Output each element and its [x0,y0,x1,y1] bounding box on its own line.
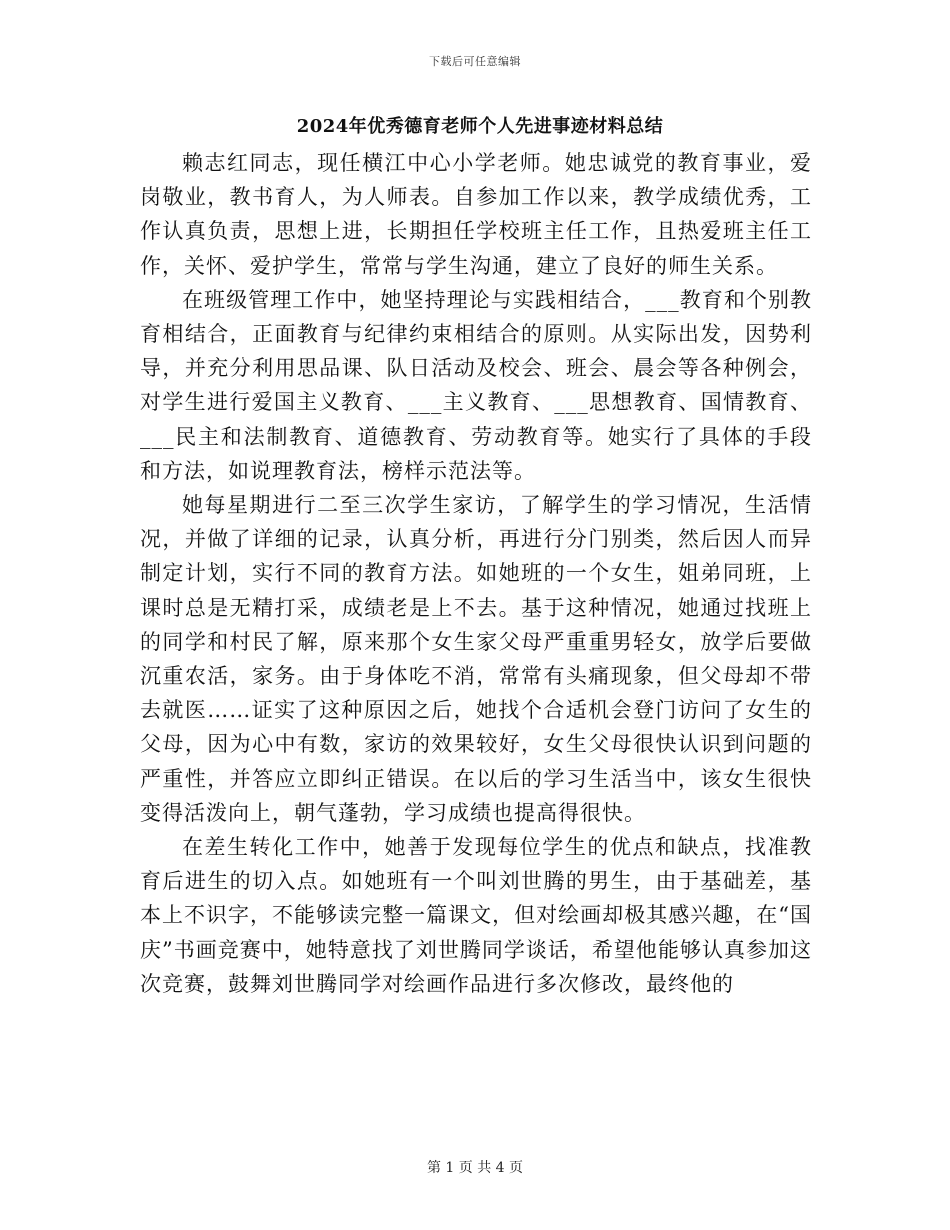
paragraph-2: 在班级管理工作中，她坚持理论与实践相结合，___教育和个别教育相结合，正面教育与纪律约束相结合的原则。从实际出发，因势利导，并充分利用思品课、队日活动及校会、班会、晨会等各种例会，对学生进行爱国主义教育、___主义教育、___思想教育、国情教育、___民主和法制教育、道德教育、劳动教育等。她实行了具体的手段和方法，如说理教育法，榜样示范法等。 [140,287,812,483]
page-number: 第 1 页 共 4 页 [426,1160,524,1176]
document-title: 2024年优秀德育老师个人先进事迹材料总结 [296,116,664,137]
paragraph-4: 在差生转化工作中，她善于发现每位学生的优点和缺点，找准教育后进生的切入点。如她班有一个叫刘世腾的男生，由于基础差，基本上不识字，不能够读完整一篇课文，但对绘画却极其感兴趣，在“国庆”书画竞赛中，她特意找了刘世腾同学谈话，希望他能够认真参加这次竞赛，鼓舞刘世腾同学对绘画作品进行多次修改，最终他的 [140,835,812,996]
document-body [140,146,812,1001]
page-header-note: 下载后可任意编辑 [429,55,521,68]
paragraph-3: 她每星期进行二至三次学生家访，了解学生的学习情况，生活情况，并做了详细的记录，认真分析，再进行分门别类，然后因人而异制定计划，实行不同的教育方法。如她班的一个女生，姐弟同班，上课时总是无精打采，成绩老是上不去。基于这种情况，她通过找班上的同学和村民了解，原来那个女生家父母严重重男轻女，放学后要做沉重农活，家务。由于身体吃不消，常常有头痛现象，但父母却不带去就医……证实了这种原因之后，她找个合适机会登门访问了女生的父母，因为心中有数，家访的效果较好，女生父母很快认识到问题的严重性，并答应立即纠正错误。在以后的学习生活当中，该女生很快变得活泼向上，朝气蓬勃，学习成绩也提高得很快。 [140,493,812,825]
paragraph-1: 赖志红同志，现任横江中心小学老师。她忠诚党的教育事业，爱岗敬业，教书育人，为人师表。自参加工作以来，教学成绩优秀，工作认真负责，思想上进，长期担任学校班主任工作，且热爱班主任工作，关怀、爱护学生，常常与学生沟通，建立了良好的师生关系。 [140,151,812,278]
